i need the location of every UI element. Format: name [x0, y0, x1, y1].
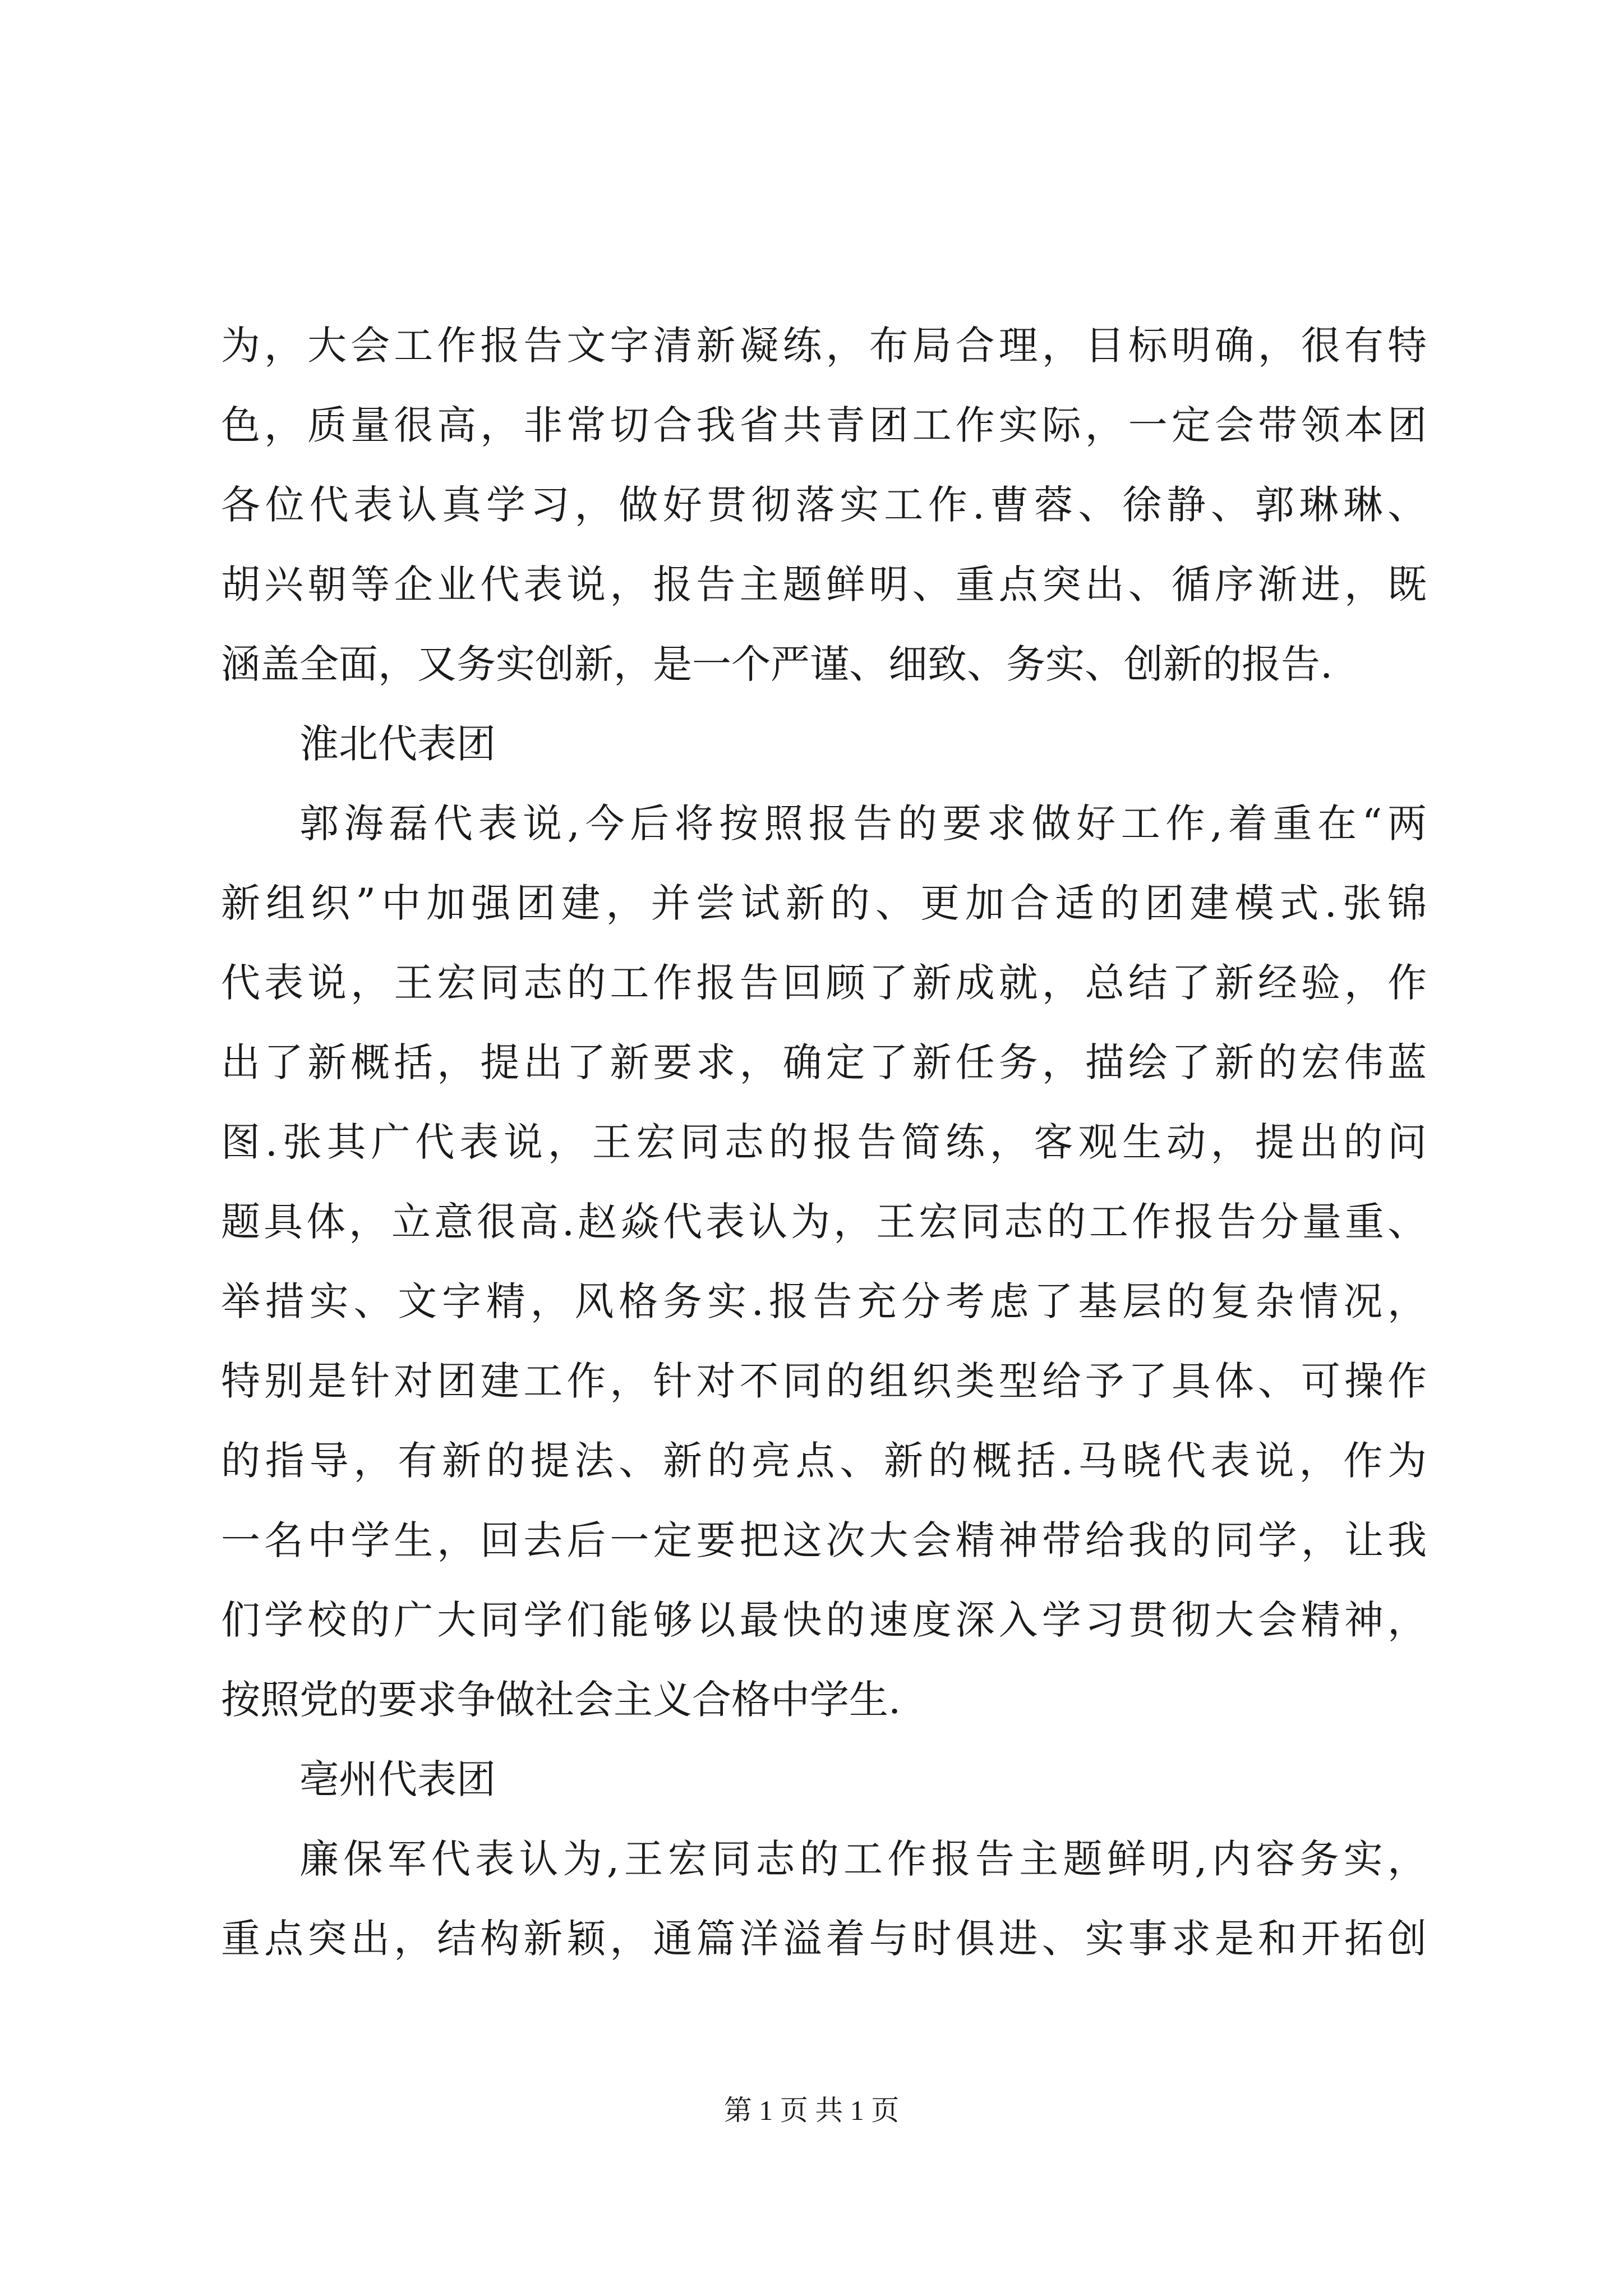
text-line: 胡兴朝等企业代表说，报告主题鲜明、重点突出、循序渐进，既 [221, 562, 1427, 608]
text-line: 廉保军代表认为,王宏同志的工作报告主题鲜明,内容务实， [299, 1836, 1427, 1882]
text-line: 新组织”中加强团建，并尝试新的、更加合适的团建模式.张锦 [221, 880, 1427, 926]
text-line: 特别是针对团建工作，针对不同的组织类型给予了具体、可操作 [221, 1358, 1427, 1404]
text-line: 图.张其广代表说，王宏同志的报告简练，客观生动，提出的问 [221, 1119, 1427, 1165]
text-line: 题具体，立意很高.赵焱代表认为，王宏同志的工作报告分量重、 [221, 1199, 1427, 1245]
text-line: 按照党的要求争做社会主义合格中学生. [221, 1677, 901, 1723]
body-text [221, 306, 1427, 1978]
text-line: 代表说，王宏同志的工作报告回顾了新成就，总结了新经验，作 [221, 960, 1427, 1006]
text-line: 重点突出，结构新颖，通篇洋溢着与时俱进、实事求是和开拓创 [221, 1916, 1427, 1962]
text-line: 一名中学生，回去后一定要把这次大会精神带给我的同学，让我 [221, 1517, 1427, 1563]
text-line: 为，大会工作报告文字清新凝练，布局合理，目标明确，很有特 [221, 323, 1427, 369]
text-line: 出了新概括，提出了新要求，确定了新任务，描绘了新的宏伟蓝 [221, 1039, 1427, 1085]
section-heading-huaibei: 淮北代表团 [299, 721, 496, 767]
text-line: 们学校的广大同学们能够以最快的速度深入学习贯彻大会精神， [221, 1597, 1427, 1643]
section-heading-bozhou: 亳州代表团 [299, 1756, 496, 1802]
text-line: 各位代表认真学习，做好贯彻落实工作.曹蓉、徐静、郭琳琳、 [221, 482, 1427, 528]
text-line: 涵盖全面，又务实创新，是一个严谨、细致、务实、创新的报告. [221, 641, 1333, 687]
page-number-footer: 第 1 页 共 1 页 [723, 2095, 900, 2126]
text-line: 色，质量很高，非常切合我省共青团工作实际，一定会带领本团 [221, 402, 1427, 448]
text-line: 郭海磊代表说,今后将按照报告的要求做好工作,着重在“两 [299, 800, 1427, 846]
text-line: 的指导，有新的提法、新的亮点、新的概括.马晓代表说，作为 [221, 1438, 1427, 1484]
text-line: 举措实、文字精，风格务实.报告充分考虑了基层的复杂情况， [221, 1278, 1427, 1324]
